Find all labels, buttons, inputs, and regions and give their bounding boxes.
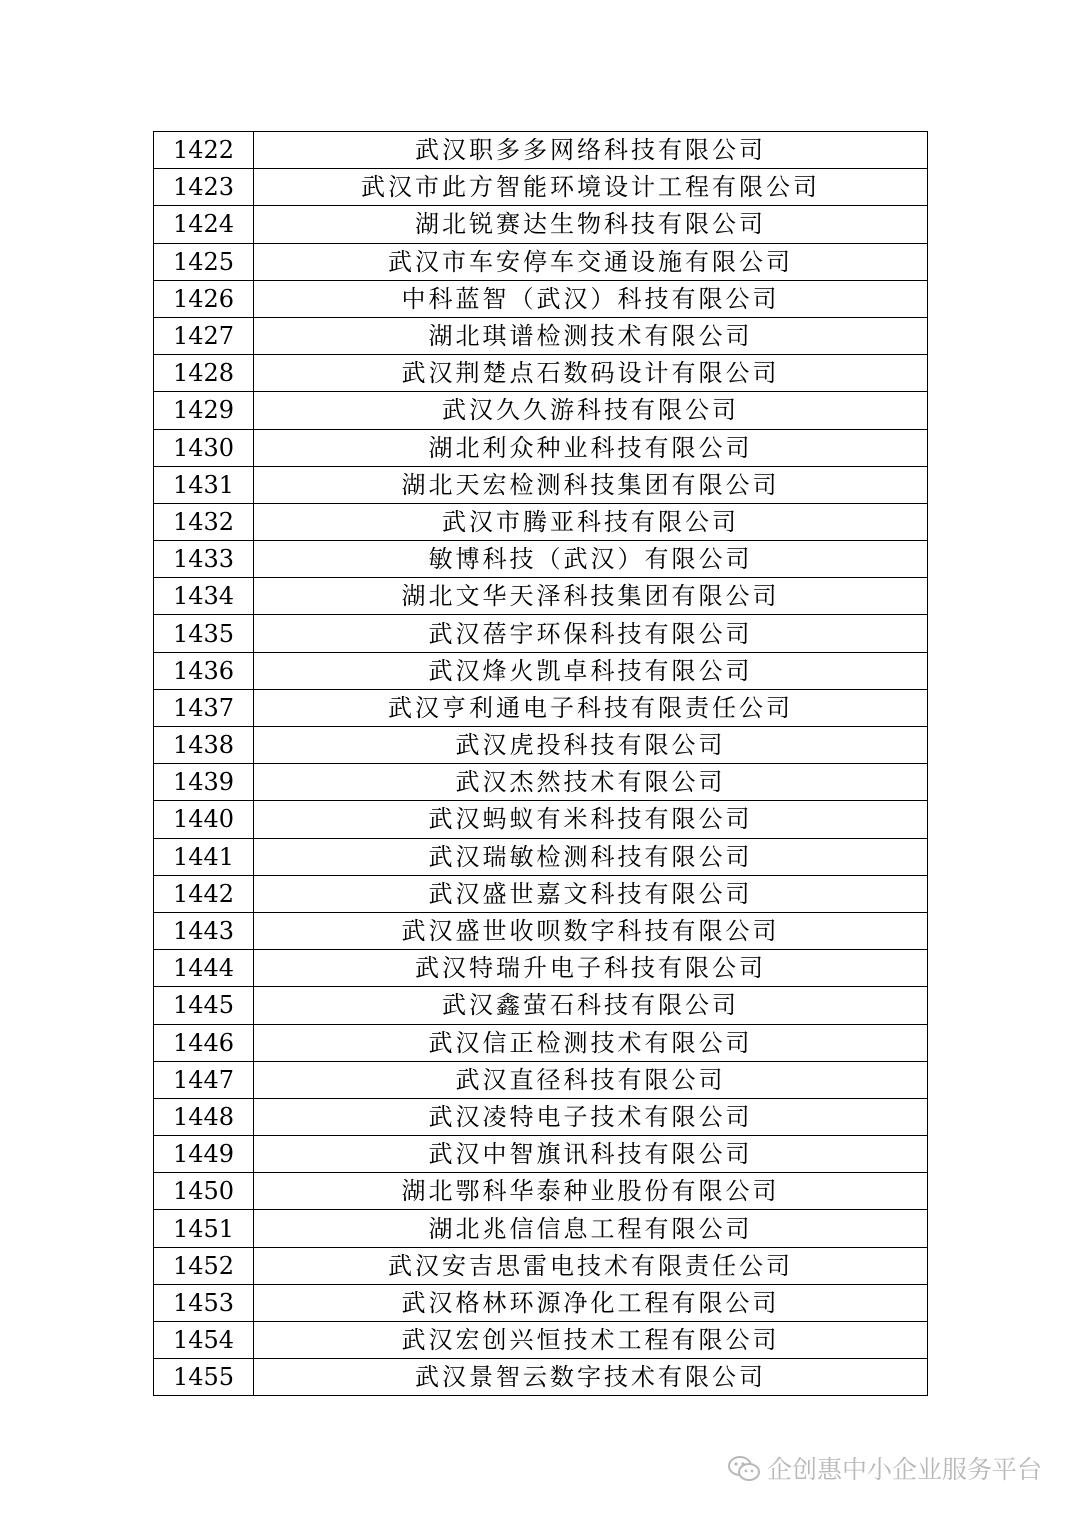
- table-row: [154, 1359, 928, 1396]
- row-number: 1441: [154, 838, 254, 875]
- table-row: [154, 1136, 928, 1173]
- row-number: 1445: [154, 987, 254, 1024]
- company-name: 武汉信正检测技术有限公司: [254, 1024, 928, 1061]
- company-name: 武汉瑞敏检测科技有限公司: [254, 838, 928, 875]
- company-name: 武汉职多多网络科技有限公司: [254, 132, 928, 169]
- company-name: 武汉特瑞升电子科技有限公司: [254, 950, 928, 987]
- row-number: 1431: [154, 466, 254, 503]
- company-name: 武汉安吉思雷电技术有限责任公司: [254, 1247, 928, 1284]
- row-number: 1437: [154, 689, 254, 726]
- watermark: [727, 1455, 1042, 1483]
- row-number: 1436: [154, 652, 254, 689]
- company-name: 湖北锐赛达生物科技有限公司: [254, 206, 928, 243]
- table-row: [154, 317, 928, 354]
- company-name: 敏博科技（武汉）有限公司: [254, 541, 928, 578]
- table-row: [154, 1247, 928, 1284]
- table-row: [154, 132, 928, 169]
- table-row: [154, 392, 928, 429]
- table-row: [154, 801, 928, 838]
- row-number: 1423: [154, 169, 254, 206]
- table-row: [154, 1024, 928, 1061]
- company-name: 武汉市此方智能环境设计工程有限公司: [254, 169, 928, 206]
- row-number: 1450: [154, 1173, 254, 1210]
- table-row: [154, 615, 928, 652]
- row-number: 1422: [154, 132, 254, 169]
- row-number: 1444: [154, 950, 254, 987]
- row-number: 1440: [154, 801, 254, 838]
- table-row: [154, 169, 928, 206]
- row-number: 1449: [154, 1136, 254, 1173]
- company-name: 武汉盛世嘉文科技有限公司: [254, 875, 928, 912]
- company-name: 武汉宏创兴恒技术工程有限公司: [254, 1322, 928, 1359]
- wechat-icon: [727, 1455, 761, 1483]
- table-row: [154, 466, 928, 503]
- row-number: 1455: [154, 1359, 254, 1396]
- row-number: 1452: [154, 1247, 254, 1284]
- company-name: 武汉蚂蚁有米科技有限公司: [254, 801, 928, 838]
- row-number: 1442: [154, 875, 254, 912]
- row-number: 1425: [154, 243, 254, 280]
- company-name: 武汉盛世收呗数字科技有限公司: [254, 912, 928, 949]
- table-row: [154, 1284, 928, 1321]
- company-name: 武汉荆楚点石数码设计有限公司: [254, 355, 928, 392]
- company-name: 中科蓝智（武汉）科技有限公司: [254, 280, 928, 317]
- row-number: 1429: [154, 392, 254, 429]
- table-row: [154, 764, 928, 801]
- row-number: 1446: [154, 1024, 254, 1061]
- company-name: 湖北琪谱检测技术有限公司: [254, 317, 928, 354]
- row-number: 1435: [154, 615, 254, 652]
- company-name: 武汉直径科技有限公司: [254, 1061, 928, 1098]
- table-row: [154, 652, 928, 689]
- table-row: [154, 1061, 928, 1098]
- company-name: 湖北鄂科华泰种业股份有限公司: [254, 1173, 928, 1210]
- table-row: [154, 578, 928, 615]
- row-number: 1426: [154, 280, 254, 317]
- row-number: 1427: [154, 317, 254, 354]
- row-number: 1438: [154, 727, 254, 764]
- table-row: [154, 503, 928, 540]
- table-row: [154, 206, 928, 243]
- table-row: [154, 541, 928, 578]
- company-name: 武汉中智旗讯科技有限公司: [254, 1136, 928, 1173]
- row-number: 1453: [154, 1284, 254, 1321]
- table-row: [154, 429, 928, 466]
- row-number: 1428: [154, 355, 254, 392]
- row-number: 1434: [154, 578, 254, 615]
- table-row: [154, 243, 928, 280]
- row-number: 1433: [154, 541, 254, 578]
- row-number: 1432: [154, 503, 254, 540]
- table-row: [154, 1098, 928, 1135]
- company-list-table: [153, 131, 928, 1396]
- company-name: 武汉格林环源净化工程有限公司: [254, 1284, 928, 1321]
- table-row: [154, 727, 928, 764]
- company-name: 武汉杰然技术有限公司: [254, 764, 928, 801]
- table-row: [154, 875, 928, 912]
- company-name: 武汉市腾亚科技有限公司: [254, 503, 928, 540]
- table-row: [154, 1322, 928, 1359]
- table-row: [154, 838, 928, 875]
- company-name: 武汉市车安停车交通设施有限公司: [254, 243, 928, 280]
- row-number: 1439: [154, 764, 254, 801]
- table-row: [154, 950, 928, 987]
- table-row: [154, 1210, 928, 1247]
- row-number: 1424: [154, 206, 254, 243]
- company-name: 湖北文华天泽科技集团有限公司: [254, 578, 928, 615]
- company-name: 湖北利众种业科技有限公司: [254, 429, 928, 466]
- company-name: 湖北兆信信息工程有限公司: [254, 1210, 928, 1247]
- row-number: 1430: [154, 429, 254, 466]
- company-name: 武汉蓓宇环保科技有限公司: [254, 615, 928, 652]
- table-row: [154, 689, 928, 726]
- company-name: 武汉凌特电子技术有限公司: [254, 1098, 928, 1135]
- table-row: [154, 987, 928, 1024]
- company-name: 武汉鑫萤石科技有限公司: [254, 987, 928, 1024]
- table-row: [154, 280, 928, 317]
- table-row: [154, 912, 928, 949]
- company-name: 湖北天宏检测科技集团有限公司: [254, 466, 928, 503]
- table-row: [154, 355, 928, 392]
- company-name: 武汉亨利通电子科技有限责任公司: [254, 689, 928, 726]
- row-number: 1448: [154, 1098, 254, 1135]
- company-name: 武汉久久游科技有限公司: [254, 392, 928, 429]
- row-number: 1443: [154, 912, 254, 949]
- table-body: [154, 132, 928, 1396]
- row-number: 1447: [154, 1061, 254, 1098]
- company-name: 武汉景智云数字技术有限公司: [254, 1359, 928, 1396]
- watermark-text: 企创惠中小企业服务平台: [766, 1454, 1042, 1484]
- row-number: 1451: [154, 1210, 254, 1247]
- company-name: 武汉虎投科技有限公司: [254, 727, 928, 764]
- company-name: 武汉烽火凯卓科技有限公司: [254, 652, 928, 689]
- table-row: [154, 1173, 928, 1210]
- row-number: 1454: [154, 1322, 254, 1359]
